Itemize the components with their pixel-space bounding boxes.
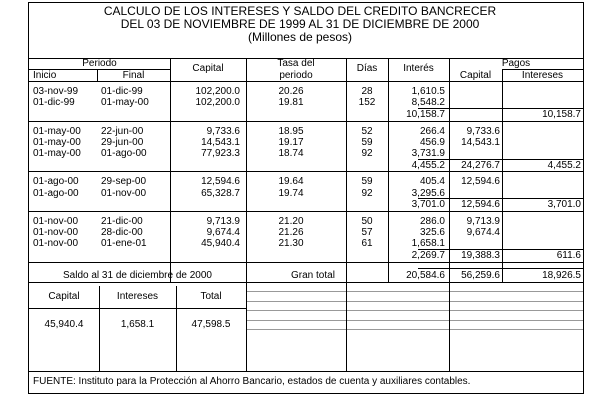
table-bottom-border [29,371,583,372]
group-bottom-border [29,211,583,212]
cell-final: 01-may-00 [101,97,149,109]
cell-inicio: 01-ago-00 [33,176,79,188]
source-note: FUENTE: Instituto para la Protección al Ahorro Bancario, estados de cuenta y auxiliares contables. [33,376,471,387]
title-line-2: DEL 03 DE NOVIEMBRE DE 1999 AL 31 DE DICIEMBRE DE 2000 [120,17,480,31]
cell-inicio: 01-ago-00 [33,187,79,199]
gran-total-pago-capital: 56,259.6 [461,269,500,281]
saldo-header-intereses: Intereses [116,290,159,302]
subtotal-interes: 3,701.0 [411,199,445,211]
cell-pago-capital: 14,543.1 [461,136,500,148]
col-line-inicio-final [97,69,98,81]
cell-capital: 65,328.7 [201,187,240,199]
header-capital: Capital [192,63,224,74]
cell-final: 22-jun-00 [101,125,144,137]
group-bottom-border [29,171,583,172]
cell-tasa: 18.95 [278,125,304,137]
header-bottom-border [29,81,583,82]
subtotal-interes: 4,455.2 [411,159,445,171]
cell-tasa: 20.26 [278,86,304,97]
subtotal-pago-capital: 24,276.7 [461,159,500,171]
cell-pago-capital: 9,713.9 [466,216,500,227]
cell-inicio: 01-may-00 [33,148,81,159]
cell-tasa: 21.26 [278,227,304,239]
gran-total-line [418,268,583,269]
cell-dias: 152 [358,97,376,109]
filler-row-line [246,291,583,292]
subtotal-interes: 10,158.7 [406,108,445,120]
cell-final: 29-sep-00 [101,176,147,188]
filler-row-line [246,329,583,330]
cell-final: 01-nov-00 [101,187,147,199]
cell-capital: 77,923.3 [201,148,240,159]
cell-inicio: 01-nov-00 [33,216,79,227]
subtotal-pago-intereses: 3,701.0 [547,199,581,211]
cell-interes: 1,658.1 [411,238,445,250]
group-bottom-border [29,262,583,263]
title-line-1: CALCULO DE LOS INTERESES Y SALDO DEL CREDITO BANCRECER [103,4,497,18]
subtotal-interes: 2,269.7 [411,250,445,262]
cell-final: 01-dic-99 [101,86,143,97]
interest-table [29,58,583,371]
saldo-header-total: Total [200,290,222,302]
cell-inicio: 01-nov-00 [33,238,79,250]
cell-interes: 1,610.5 [411,86,445,97]
cell-dias: 50 [361,216,373,227]
gran-total-label: Gran total [291,269,335,281]
cell-tasa: 21.30 [278,238,304,250]
saldo-title: Saldo al 31 de diciembre de 2000 [63,269,212,281]
cell-inicio: 01-nov-00 [33,227,79,239]
col-line-pagos-split [502,69,503,282]
cell-pago-capital: 9,674.4 [466,227,500,239]
col-line-final-capital [170,58,171,282]
cell-interes: 3,295.6 [411,187,445,199]
col-line-dias-interes [388,58,389,282]
cell-dias: 57 [361,227,373,239]
header-tasa-2: periodo [279,70,313,81]
col-line-interes-pagos [449,58,450,282]
cell-capital: 9,674.4 [206,227,240,239]
header-periodo: Periodo [82,58,117,69]
cell-final: 29-jun-00 [101,136,144,148]
saldo-col-line-1 [99,286,100,371]
filler-row-line [246,310,583,311]
cell-inicio: 01-may-00 [33,136,81,148]
header-inicio: Inicio [33,70,57,81]
col-line-filler [346,282,347,371]
cell-tasa: 19.81 [278,97,304,109]
header-final: Final [122,70,145,81]
group-bottom-border [29,121,583,122]
header-pagos-capital: Capital [459,70,492,81]
saldo-header-bottom [29,308,246,309]
subtotal-pago-intereses: 611.6 [556,250,581,262]
header-dias: Días [356,63,378,74]
col-line-tasa-dias [346,58,347,282]
gran-total-interes: 20,584.6 [406,269,445,281]
cell-inicio: 03-nov-99 [33,86,79,97]
header-pagos-intereses: Intereses [521,70,564,81]
cell-interes: 456.9 [419,136,445,148]
cell-final: 01-ene-01 [101,238,147,250]
cell-capital: 102,200.0 [195,86,240,97]
cell-capital: 9,713.9 [206,216,240,227]
subtotal-pago-intereses: 10,158.7 [542,108,581,120]
saldo-header-capital: Capital [48,290,80,302]
cell-capital: 45,940.4 [201,238,240,250]
subtotal-pago-capital: 12,594.6 [461,199,500,211]
saldo-value-intereses: 1,658.1 [120,318,155,330]
cell-dias: 59 [361,136,373,148]
cell-interes: 405.4 [419,176,445,188]
cell-pago-capital: 9,733.6 [466,125,500,137]
cell-final: 21-dic-00 [101,216,143,227]
cell-dias: 52 [361,125,373,137]
header-interes: Interés [403,63,434,74]
subtotal-pago-intereses: 4,455.2 [547,159,581,171]
cell-tasa: 19.64 [278,176,304,188]
col-line-filler [449,282,450,371]
cell-tasa: 18.74 [278,148,304,159]
cell-interes: 3,731.9 [411,148,445,159]
cell-inicio: 01-may-00 [33,125,81,137]
cell-final: 01-ago-00 [101,148,147,159]
header-pagos: Pagos [501,58,531,69]
cell-capital: 14,543.1 [201,136,240,148]
gran-total-bottom [29,282,583,283]
cell-capital: 9,733.6 [206,125,240,137]
saldo-col-line-2 [176,286,177,371]
cell-tasa: 19.74 [278,187,304,199]
filler-row-line [246,301,583,302]
cell-interes: 8,548.2 [411,97,445,109]
cell-interes: 286.0 [419,216,445,227]
cell-interes: 266.4 [419,125,445,137]
cell-tasa: 21.20 [278,216,304,227]
subtotal-pago-capital: 19,388.3 [461,250,500,262]
saldo-value-capital: 45,940.4 [44,318,84,330]
cell-dias: 92 [361,187,373,199]
cell-tasa: 19.17 [278,136,304,148]
cell-capital: 12,594.6 [201,176,240,188]
gran-total-pago-intereses: 18,926.5 [542,269,581,281]
cell-interes: 325.6 [419,227,445,239]
cell-final: 28-dic-00 [101,227,143,239]
cell-dias: 92 [361,148,373,159]
cell-dias: 61 [361,238,373,250]
cell-dias: 59 [361,176,373,188]
cell-inicio: 01-dic-99 [33,97,75,109]
cell-capital: 102,200.0 [195,97,240,109]
cell-pago-capital: 12,594.6 [461,176,500,188]
filler-row-line [246,320,583,321]
header-tasa-1: Tasa del [277,58,315,69]
saldo-value-total: 47,598.5 [191,318,231,330]
col-line-capital-tasa [246,58,247,371]
cell-dias: 28 [361,86,373,97]
title-line-3: (Millones de pesos) [247,30,353,44]
